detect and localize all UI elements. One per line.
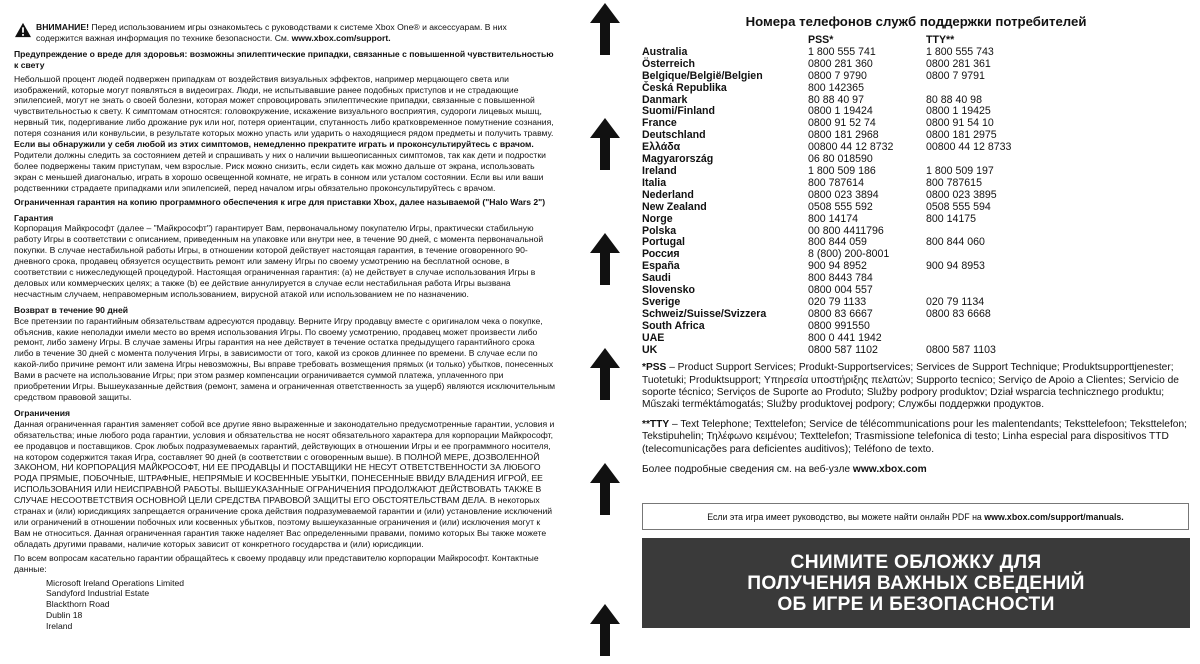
support-phone-table: [642, 35, 1011, 356]
country-cell: France: [642, 117, 677, 130]
warranty-paragraph-1: Корпорация Майкрософт (далее – "Майкрософт") гарантирует Вам, первоначальному покупателю Игры, практически стабильную работу Игры в соответствии с описанием, приведенным на упаковке или внутри нее, в течение 90 дней, с момента первоначальной покупки. В случае нестабильной работы Игры, в отношении которой действует настоящая гарантия, в течение оговоренного 90-дневного срока, продавец обязуется осуществить ремонт или замену Игры по своему усмотрению на бесплатной основе, в соответствии с нижеследующей процедурой. Настоящая ограниченная гарантия: (а) не действует в случае использования Игры в деловых или коммерческих целях; а также (b) ее действие аннулируется в случае если нестабильная работа Игры вызвана несчастным случаем, неправомерным использованием, вирусной атакой или использованием не по назначению.: [14, 223, 544, 299]
pss-footnote: [642, 362, 1190, 411]
tty-number: 0800 587 1103: [926, 343, 996, 356]
country-cell: Australia: [642, 45, 688, 58]
pss-number: 0508 555 592: [808, 200, 873, 213]
tty-number: [926, 321, 1011, 333]
tty-footnote-label: **TTY: [642, 419, 670, 431]
pss-number: 0800 1 19424: [808, 105, 873, 118]
up-arrow-icon: [590, 604, 620, 656]
up-arrow-icon: [590, 233, 620, 285]
more-info: [642, 464, 1190, 476]
warranty-subheading-return: Возврат в течение 90 дней: [14, 304, 129, 315]
pss-number: 1 800 555 741: [808, 45, 876, 58]
pss-number: 8 (800) 200-8001: [808, 248, 890, 261]
tty-number: 0800 181 2975: [926, 129, 997, 142]
banner-line: СНИМИТЕ ОБЛОЖКУ ДЛЯ: [790, 551, 1042, 573]
tty-number: 1 800 509 197: [926, 164, 994, 177]
warning-block: [14, 22, 556, 44]
country-cell: Sverige: [642, 295, 681, 308]
country-cell: UAE: [642, 331, 665, 344]
address-line: Dublin 18: [46, 610, 83, 621]
phone-row: [642, 202, 1011, 214]
warning-icon: [14, 22, 32, 38]
pss-number: 800 787614: [808, 176, 864, 189]
pss-number: 0800 181 2968: [808, 129, 879, 142]
warranty-paragraph-3: Данная ограниченная гарантия заменяет собой все другие явно выраженные и законодательно предусмотренные гарантии, условия и обязательства; иные любого рода гарантии, условия и обязательства не носят обязательного характера для корпорации Майкрософт, ее продавцов и поставщиков. Срок любых подразумеваемых гарантий, действующих в отношении Игры и ее программного носителя, на котором содержится такая Игра, составляет 90 дней (в соответствии с оговоренным выше). В ПОЛНОЙ МЕРЕ, ДОЗВОЛЕННОЙ ЗАКОНОМ, НИ КОРПОРАЦИЯ МАЙКРОСОФТ, НИ ЕЕ ПРОДАВЦЫ И ПОСТАВЩИКИ НЕ НЕСУТ ОТВЕТСТВЕННОСТИ ЗА ЛЮБОГО РОДА ПРЯМЫЕ, ПОБОЧНЫЕ, ШТРАФНЫЕ, НЕПРЯМЫЕ И КОСВЕННЫЕ УБЫТКИ, ПОНЕСЕННЫЕ ВВИДУ ВЛАДЕНИЯ ИГРОЙ, ЕЕ ИСПОЛЬЗОВАНИЯ ИЛИ НЕИСПРАВНОЙ РАБОТЫ. ВЫШЕУКАЗАННЫЕ ОГРАНИЧЕНИЯ ПРОДОЛЖАЮТ ДЕЙСТВОВАТЬ ТАКЖЕ В СЛУЧАЕ НЕСООТВЕТСТВИЯ ОСНОВНОЙ ЦЕЛИ СРЕДСТВА ПРАВОВОЙ ЗАЩИТЫ ЕГО ОБСТОЯТЕЛЬСТВАМ ДЕЛА. В некоторых странах и (или) юрисдикциях запрещается ограничение срока действия подразумеваемой гарантии и (или) установление исключений или ограничений в отношении побочных или косвенных убытков, поэтому вышеуказанные ограничения и (или) исключения могут к Вам не относиться. Данная ограниченная гарантия также наделяет Вас определенными правами, помимо которых Вы также можете обладать другими правами, наличие которых зависит от конкретного государства и (или) юрисдикции.: [14, 418, 555, 549]
pss-number: 00800 44 12 8732: [808, 141, 894, 154]
tty-number: 0508 555 594: [926, 200, 991, 213]
country-cell: Россия: [642, 248, 680, 261]
country-cell: Ireland: [642, 164, 677, 177]
pss-number: 0800 7 9790: [808, 69, 867, 82]
tty-number: [926, 333, 1011, 345]
up-arrow-icon: [590, 463, 620, 515]
tty-number: 0800 281 361: [926, 57, 991, 70]
warranty-paragraph-2: Все претензии по гарантийным обязательствам адресуются продавцу. Верните Игру продавцу вместе с оригиналом чека о покупке, объяснив, какие неполадки имели место во время использования Игры. По своему усмотрению, продавец может произвести либо ремонт, либо замену Игры. В случае замены Игры гарантия на нее действует в течение остатка предыдущего гарантийного срока либо в течение 30 дней с момента получения Игры, в зависимости от того, какой из сроков длиннее по времени. В случае если по какой-либо причине ремонт или замена Игры невозможны, Вы вправе требовать возмещения прямых (и только) убытков, понесенных Вами в расчете на использование Игры; при этом размер компенсации ограничивается суммой платежа, уплаченного при приобретении Игры. Вышеуказанные действия (ремонт, замена и ограниченная ответственность за ущерб) являются исключительным средством правовой защиты.: [14, 315, 556, 402]
tty-footnote: [642, 419, 1190, 456]
tty-number: 900 94 8953: [926, 260, 985, 273]
country-cell: Slovensko: [642, 284, 695, 297]
tty-footnote-text: – Text Telephone; Texttelefon; Service de télécommunications pour les malentendants; Teksttelefoon; Teksttelefon; Tekstipuhelin; Τηλέφωνο κειμένου; Texttelefon; Trasmissione telefonica di testo; Linha especial para dispositivos TTD (telecomunicações para deficientes auditivos); Teléfono de texto.: [642, 419, 1187, 455]
country-cell: Italia: [642, 176, 667, 189]
country-cell: Nederland: [642, 188, 694, 201]
tty-number: 800 14175: [926, 212, 977, 225]
tty-number: 800 787615: [926, 176, 982, 189]
phone-row: [642, 178, 1011, 190]
pss-number: 800 14174: [808, 212, 859, 225]
tty-number: 1 800 555 743: [926, 45, 994, 58]
country-cell: Portugal: [642, 236, 685, 249]
phone-row: [642, 333, 1011, 345]
more-info-text: Более подробные сведения см. на веб-узле: [642, 463, 851, 475]
tty-number: 80 88 40 98: [926, 93, 982, 106]
up-arrow-icon: [590, 118, 620, 170]
warning-title: ВНИМАНИЕ!: [36, 22, 89, 32]
pss-number: 020 79 1133: [808, 295, 867, 308]
tty-number: [926, 273, 1011, 285]
tty-number: 0800 91 54 10: [926, 117, 994, 130]
pss-number: 1 800 509 186: [808, 164, 876, 177]
health-paragraph-1: Небольшой процент людей подвержен припадкам от воздействия визуальных эффектов, например мерцающего света или изображений, которые могут появляться в видеоиграх. Люди, не испытывавшие ранее подобных приступов и не страдающие эпилепсией, могут не знать о своей болезни, которая может спровоцировать эпилептические припадки, связанные с повышенной чувствительностью к свету. К симптомам относятся: головокружение, искажение визуального восприятия, судороги лицевых мышц, нервный тик, подергивание либо дрожание рук или ног, потеря ориентации, спутанность либо кратковременное помутнение сознания, потеря сознания или конвульсии, в результате которых можно упасть или ударить о находящиеся рядом предметы и получить травму.: [14, 73, 554, 139]
tty-number: 0800 83 6668: [926, 307, 991, 320]
manual-url[interactable]: www.xbox.com/support/manuals.: [984, 511, 1124, 522]
pss-number: 80 88 40 97: [808, 93, 864, 106]
pss-number: 900 94 8952: [808, 260, 867, 273]
pss-number: 0800 587 1102: [808, 343, 878, 356]
peel-arrows: [590, 0, 620, 664]
pss-number: 06 80 018590: [808, 153, 873, 166]
health-bold-warning: Если вы обнаружили у себя любой из этих симптомов, немедленно прекратите играть и проконсультируйтесь с врачом.: [14, 139, 534, 150]
country-cell: Ελλάδα: [642, 141, 681, 154]
pss-number: 800 844 059: [808, 236, 867, 249]
tty-number: 0800 023 3895: [926, 188, 997, 201]
manual-notice: [642, 503, 1189, 530]
country-cell: Saudi: [642, 272, 671, 285]
country-cell: Magyarország: [642, 153, 714, 166]
country-cell: Polska: [642, 224, 677, 237]
country-cell: Österreich: [642, 57, 695, 70]
warning-url[interactable]: www.xbox.com/support.: [291, 32, 391, 43]
up-arrow-icon: [590, 3, 620, 55]
country-cell: New Zealand: [642, 200, 707, 213]
phone-row: [642, 190, 1011, 202]
banner-line: ПОЛУЧЕНИЯ ВАЖНЫХ СВЕДЕНИЙ: [747, 572, 1085, 594]
pss-number: 0800 023 3894: [808, 188, 879, 201]
pss-number: 0800 83 6667: [808, 307, 873, 320]
phone-row: [642, 214, 1011, 226]
phone-rows: [642, 47, 1011, 357]
pss-number: 0800 991550: [808, 319, 870, 332]
country-cell: Česká Republika: [642, 81, 727, 94]
contact-address: [46, 578, 556, 633]
pss-number: 800 8443 784: [808, 272, 873, 285]
address-line: Sandyford Industrial Estate: [46, 588, 150, 599]
phone-row: [642, 321, 1011, 333]
address-line: Microsoft Ireland Operations Limited: [46, 577, 185, 588]
phone-row: [642, 59, 1011, 71]
warranty-column: [14, 22, 556, 632]
health-paragraph-2: Родители должны следить за состоянием детей и спрашивать у них о наличии вышеописанных симптомов, так как дети и подростки более подвержены таким приступам, чем взрослые. Риск можно снизить, если сидеть как можно дальше от экрана, использовать экран с меньшей диагональю, играть в хорошо освещенной комнате, не играть в сонном или усталом состоянии. Если вы или ваши родственники страдаете припадками или эпилепсией, перед началом игры обязательно проконсультируйтесь с врачом.: [14, 149, 546, 193]
pss-number: 0800 281 360: [808, 57, 873, 70]
country-cell: España: [642, 260, 680, 273]
phone-row: [642, 71, 1011, 83]
tty-number: [926, 83, 1011, 95]
pss-number: 0800 004 557: [808, 284, 873, 297]
warranty-subheading-guarantee: Гарантия: [14, 212, 54, 223]
pss-number: 800 142365: [808, 81, 864, 94]
phone-row: [642, 309, 1011, 321]
tty-number: 800 844 060: [926, 236, 985, 249]
support-column: [642, 14, 1190, 484]
pss-number: 800 0 441 1942: [808, 331, 882, 344]
pss-number: 00 800 4411796: [808, 224, 884, 237]
tty-number: 020 79 1134: [926, 295, 985, 308]
pss-footnote-text: – Product Support Services; Produkt-Supportservices; Services de Support Technique; Produktsupporttjenester; Tuotetuki; Produktsupport; Υπηρεσία υποστήριξης πελατών; Supporto tecnico; Serviço de Apoio a Clientes; Servicio de soporte técnico; Serviços de Suporte ao Produto; Služby podpory produktov; Dział wsparcia technicznego produktu; Műszaki terméktámogatás; Službу produktovej podpory; Службы поддержки продуктов.: [642, 362, 1179, 411]
tty-number: 00800 44 12 8733: [926, 141, 1012, 154]
country-cell: Schweiz/Suisse/Svizzera: [642, 307, 767, 320]
banner-line: ОБ ИГРЕ И БЕЗОПАСНОСТИ: [777, 593, 1055, 615]
address-line: Ireland: [46, 621, 73, 632]
country-cell: UK: [642, 343, 658, 356]
country-cell: Norge: [642, 212, 673, 225]
tty-header: TTY**: [926, 34, 955, 46]
support-title: Номера телефонов служб поддержки потребителей: [745, 14, 1087, 29]
warranty-heading: Ограниченная гарантия на копию программного обеспечения к игре для приставки Xbox, далее называемой ("Halo Wars 2"): [14, 196, 546, 207]
peel-banner: [642, 538, 1190, 628]
up-arrow-icon: [590, 348, 620, 400]
country-cell: Suomi/Finland: [642, 105, 715, 118]
country-cell: Belgique/België/Belgien: [642, 69, 763, 82]
country-cell: South Africa: [642, 319, 705, 332]
phone-row: [642, 345, 1011, 357]
tty-number: 0800 7 9791: [926, 69, 985, 82]
more-info-url[interactable]: www.xbox.com: [852, 463, 927, 475]
pss-number: 0800 91 52 74: [808, 117, 876, 130]
country-cell: Danmark: [642, 93, 688, 106]
warranty-paragraph-4: По всем вопросам касательно гарантии обращайтесь к своему продавцу или представителю корпорации Майкрософт. Контактные данные:: [14, 552, 539, 574]
support-notes: [642, 362, 1190, 476]
health-heading: Предупреждение о вреде для здоровья: возможны эпилептические припадки, связанные с повышенной чувствительностью к свету: [14, 48, 554, 70]
tty-number: 0800 1 19425: [926, 105, 991, 118]
warning-text: Перед использованием игры ознакомьтесь с руководствами к системе Xbox One® и аксессуарам. В них содержится важная информация по технике безопасности. См.: [36, 22, 507, 43]
warranty-subheading-limits: Ограничения: [14, 407, 71, 418]
phone-row: [642, 83, 1011, 95]
pss-footnote-label: *PSS: [642, 362, 667, 374]
country-cell: Deutschland: [642, 129, 706, 142]
address-line: Blackthorn Road: [46, 599, 110, 610]
pss-header: PSS*: [808, 34, 834, 46]
manual-text: Если эта игра имеет руководство, вы можете найти онлайн PDF на: [707, 511, 982, 522]
